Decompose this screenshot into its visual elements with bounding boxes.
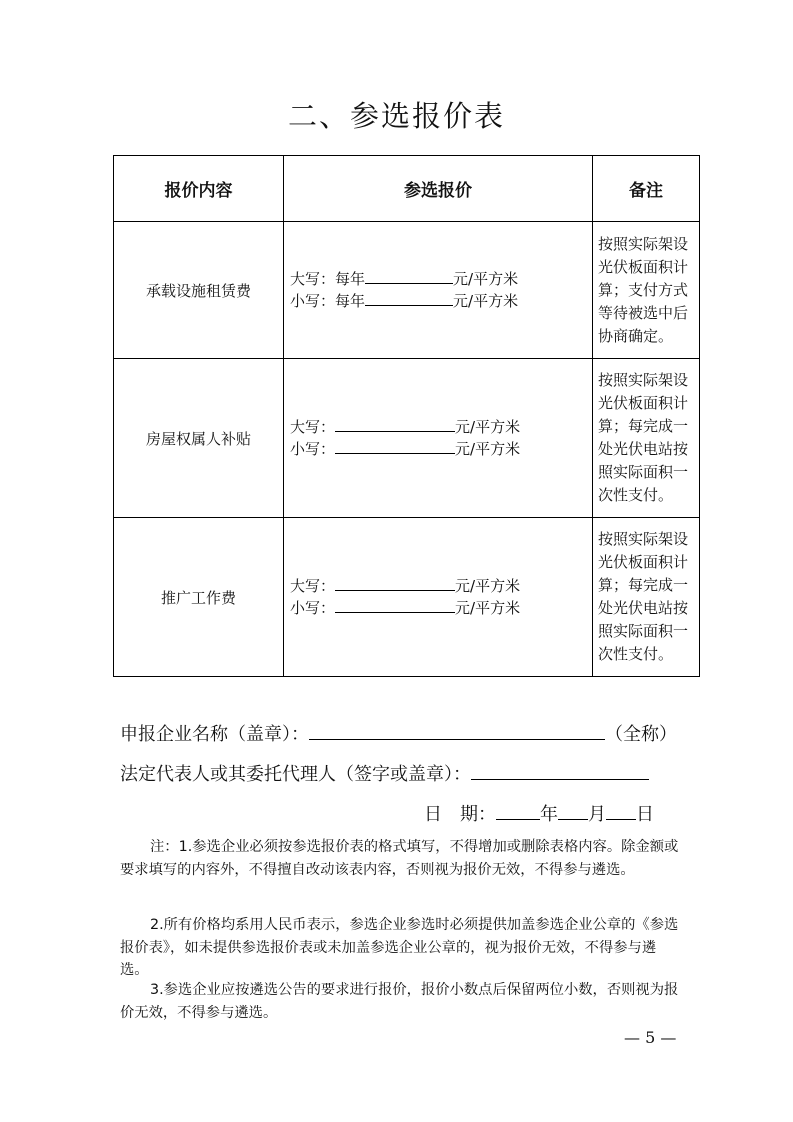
year-blank[interactable]: [496, 801, 540, 820]
lower-label: 小写：每年: [290, 292, 366, 310]
unit-label: 元/平方米: [455, 440, 521, 458]
item-name: 推广工作费: [114, 518, 284, 677]
month-label: 月: [588, 804, 606, 825]
company-name-line: [120, 720, 677, 746]
unit-label: 元/平方米: [455, 577, 521, 595]
table-header-row: [114, 156, 700, 222]
table-row: [114, 359, 700, 518]
note-2: 2.所有价格均系用人民币表示，参选企业参选时必须提供加盖参选企业公章的《参选报价表》，如未提供参选报价表或未加盖参选企业公章的，视为报价无效，不得参与遴选。: [120, 917, 679, 978]
page-number: — 5 —: [624, 1028, 677, 1047]
company-name-blank[interactable]: [309, 721, 605, 740]
day-blank[interactable]: [606, 801, 636, 820]
representative-line: [120, 760, 649, 786]
lower-amount-blank[interactable]: [335, 597, 455, 613]
date-label: 日 期：: [424, 804, 496, 825]
item-name: 承载设施租赁费: [114, 222, 284, 359]
year-label: 年: [540, 804, 558, 825]
day-label: 日: [636, 804, 654, 825]
unit-label: 元/平方米: [453, 292, 519, 310]
company-name-suffix: （全称）: [605, 724, 677, 745]
unit-label: 元/平方米: [455, 599, 521, 617]
note-1: 注：1.参选企业必须按参选报价表的格式填写，不得增加或删除表格内容。除金额或要求填写的内容外，不得擅自改动该表内容，否则视为报价无效，不得参与遴选。: [120, 839, 679, 878]
price-cell: [284, 222, 593, 359]
note-cell: 按照实际架设光伏板面积计算；每完成一处光伏电站按照实际面积一次性支付。: [593, 518, 700, 677]
upper-label: 大写：每年: [290, 270, 366, 288]
price-cell: [284, 518, 593, 677]
note-cell: 按照实际架设光伏板面积计算；每完成一处光伏电站按照实际面积一次性支付。: [593, 359, 700, 518]
note-cell: 按照实际架设光伏板面积计算；支付方式等待被选中后协商确定。: [593, 222, 700, 359]
quote-table: [113, 155, 700, 677]
page-title: 二、参选报价表: [287, 99, 505, 133]
header-note: 备注: [593, 156, 700, 222]
lower-label: 小写：: [290, 440, 336, 458]
upper-label: 大写：: [290, 418, 336, 436]
upper-amount-blank[interactable]: [365, 268, 453, 284]
month-blank[interactable]: [558, 801, 588, 820]
item-name: 房屋权属人补贴: [114, 359, 284, 518]
upper-amount-blank[interactable]: [335, 416, 455, 432]
lower-amount-blank[interactable]: [335, 438, 455, 454]
table-row: [114, 222, 700, 359]
price-cell: [284, 359, 593, 518]
unit-label: 元/平方米: [455, 418, 521, 436]
header-price: 参选报价: [284, 156, 593, 222]
representative-label: 法定代表人或其委托代理人（签字或盖章）：: [120, 764, 471, 785]
upper-label: 大写：: [290, 577, 336, 595]
date-line: [424, 800, 654, 826]
upper-amount-blank[interactable]: [335, 575, 455, 591]
representative-blank[interactable]: [471, 761, 649, 780]
lower-amount-blank[interactable]: [365, 290, 453, 306]
note-3: 3.参选企业应按遴选公告的要求进行报价，报价小数点后保留两位小数，否则视为报价无效，不得参与遴选。: [120, 982, 679, 1021]
table-row: [114, 518, 700, 677]
unit-label: 元/平方米: [453, 270, 519, 288]
header-item: 报价内容: [114, 156, 284, 222]
lower-label: 小写：: [290, 599, 336, 617]
company-name-label: 申报企业名称（盖章）：: [120, 724, 309, 745]
